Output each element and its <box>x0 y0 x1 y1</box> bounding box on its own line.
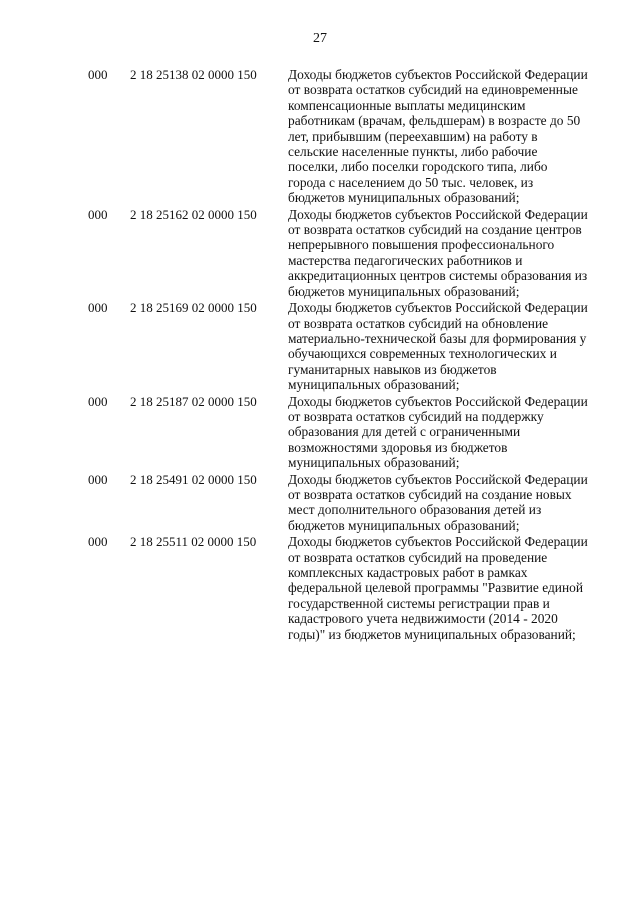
budget-classification-code: 2 18 25511 02 0000 150 <box>130 534 257 550</box>
budget-code-entry <box>0 300 640 392</box>
budget-code-entry <box>0 394 640 471</box>
budget-code-entry <box>0 207 640 299</box>
budget-classification-code: 2 18 25162 02 0000 150 <box>130 206 257 222</box>
budget-classification-code: 2 18 25187 02 0000 150 <box>130 393 257 409</box>
budget-code-entry <box>0 67 640 206</box>
entry-description: Доходы бюджетов субъектов Российской Федерации от возврата остатков субсидий на единовременные компенсационные выплаты медицинским работникам (врачам, фельдшерам) в возрасте до 50 лет, прибывшим (переехавшим) на работу в сельские населенные пункты, либо рабочие поселки, либо поселки городского типа, либо города с населением до 50 тыс. человек, из бюджетов муниципальных образований; <box>288 67 588 206</box>
admin-code: 000 <box>88 206 108 222</box>
entry-description: Доходы бюджетов субъектов Российской Федерации от возврата остатков субсидий на проведение комплексных кадастровых работ в рамках федеральной целевой программы "Развитие единой государственной системы регистрации прав и кадастрового учета недвижимости (2014 - 2020 годы)" из бюджетов муниципальных образований; <box>288 534 588 642</box>
entry-description: Доходы бюджетов субъектов Российской Федерации от возврата остатков субсидий на создание новых мест дополнительного образования детей из бюджетов муниципальных образований; <box>288 471 588 533</box>
budget-code-list <box>0 67 640 643</box>
entry-description: Доходы бюджетов субъектов Российской Федерации от возврата остатков субсидий на обновление материально-технической базы для формирования у обучающихся современных технологических и гуманитарных навыков из бюджетов муниципальных образований; <box>288 300 588 393</box>
entry-description: Доходы бюджетов субъектов Российской Федерации от возврата остатков субсидий на создание центров непрерывного повышения профессионального мастерства педагогических работников и аккредитационных центров системы образования из бюджетов муниципальных образований; <box>288 206 588 299</box>
budget-code-entry <box>0 534 640 642</box>
page-number: 27 <box>313 31 327 46</box>
admin-code: 000 <box>88 471 108 487</box>
admin-code: 000 <box>88 300 108 316</box>
budget-classification-code: 2 18 25491 02 0000 150 <box>130 471 257 487</box>
admin-code: 000 <box>88 67 108 82</box>
budget-classification-code: 2 18 25169 02 0000 150 <box>130 300 257 316</box>
admin-code: 000 <box>88 534 108 550</box>
budget-code-entry <box>0 472 640 534</box>
budget-classification-code: 2 18 25138 02 0000 150 <box>130 67 257 82</box>
admin-code: 000 <box>88 393 108 409</box>
entry-description: Доходы бюджетов субъектов Российской Федерации от возврата остатков субсидий на поддержку образования для детей с ограниченными возможностями здоровья из бюджетов муниципальных образований; <box>288 393 588 471</box>
